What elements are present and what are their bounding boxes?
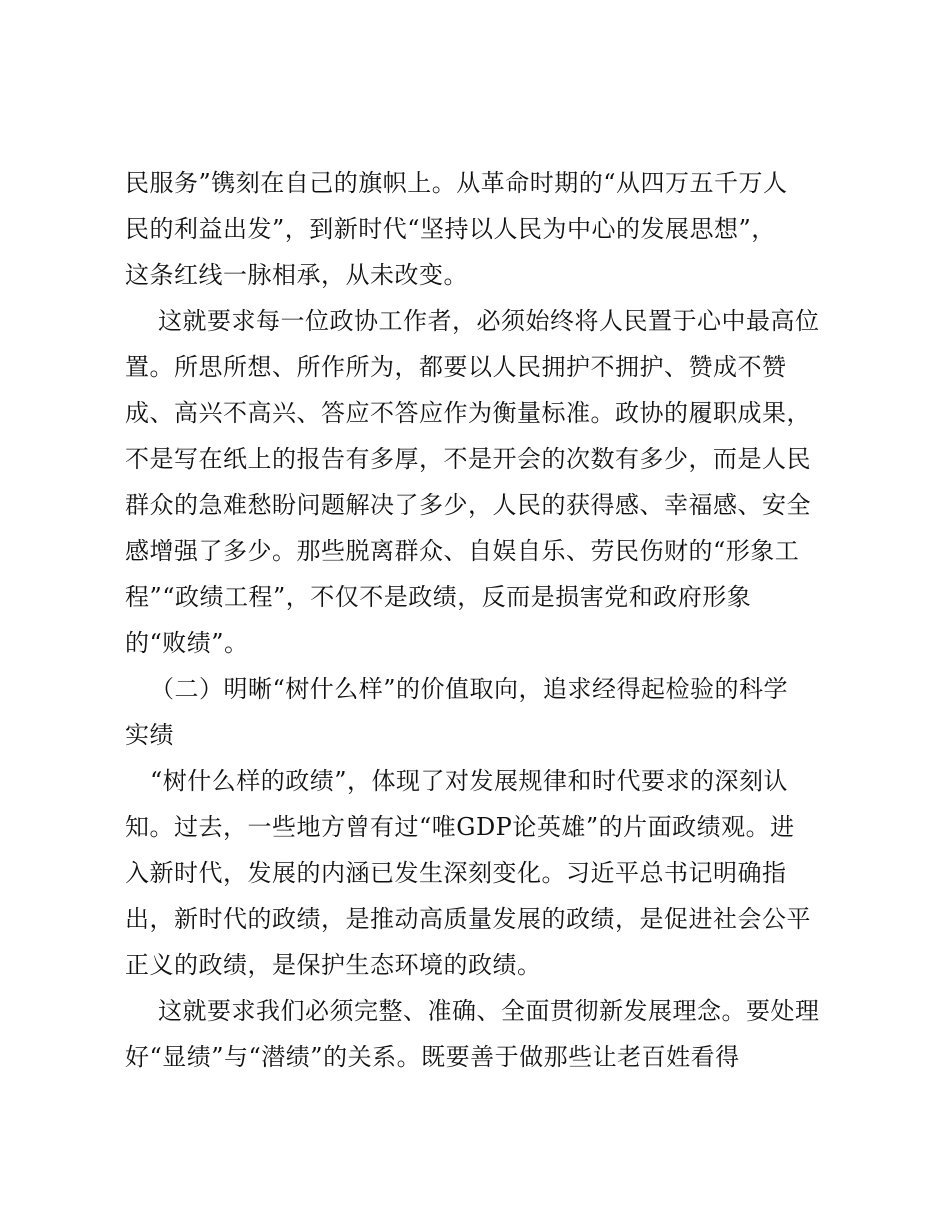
paragraph-start-line: 这就要求我们必须完整、准确、全面贯彻新发展理念。要处理 xyxy=(158,997,820,1025)
text-line: 置。所思所想、所作所为，都要以人民拥护不拥护、赞成不赞 xyxy=(125,353,787,381)
text-line: 不是写在纸上的报告有多厚，不是开会的次数有多少，而是人民 xyxy=(125,445,811,473)
text-line: 这条红线一脉相承，从未改变。 xyxy=(125,261,468,289)
text-line: 民的利益出发”，到新时代“坚持以人民为中心的发展思想”， xyxy=(125,215,776,243)
text-line: 民服务”镌刻在自己的旗帜上。从革命时期的“从四万五千万人 xyxy=(125,169,788,197)
text-line: 感增强了多少。那些脱离群众、自娱自乐、劳民伤财的“形象工 xyxy=(125,537,800,565)
paragraph-start-line: “树什么样的政绩”，体现了对发展规律和时代要求的深刻认 xyxy=(150,767,789,795)
section-heading-continued: 实绩 xyxy=(125,721,174,749)
text-line: 群众的急难愁盼问题解决了多少，人民的获得感、幸福感、安全 xyxy=(125,491,811,519)
text-line: 的“败绩”。 xyxy=(125,629,249,657)
text-line: 正义的政绩，是保护生态环境的政绩。 xyxy=(125,951,542,979)
paragraph-start-line: 这就要求每一位政协工作者，必须始终将人民置于心中最高位 xyxy=(158,307,820,335)
text-line: 程”“政绩工程”，不仅不是政绩，反而是损害党和政府形象 xyxy=(125,583,752,611)
section-heading: （二）明晰“树什么样”的价值取向，追求经得起检验的科学 xyxy=(150,675,789,703)
text-line: 入新时代，发展的内涵已发生深刻变化。习近平总书记明确指 xyxy=(125,859,787,887)
text-line: 成、高兴不高兴、答应不答应作为衡量标准。政协的履职成果， xyxy=(125,399,811,427)
text-line: 出，新时代的政绩，是推动高质量发展的政绩，是促进社会公平 xyxy=(125,905,811,933)
text-line: 知。过去，一些地方曾有过“唯GDP论英雄”的片面政绩观。进 xyxy=(125,813,795,841)
text-line: 好“显绩”与“潜绩”的关系。既要善于做那些让老百姓看得 xyxy=(125,1043,740,1071)
